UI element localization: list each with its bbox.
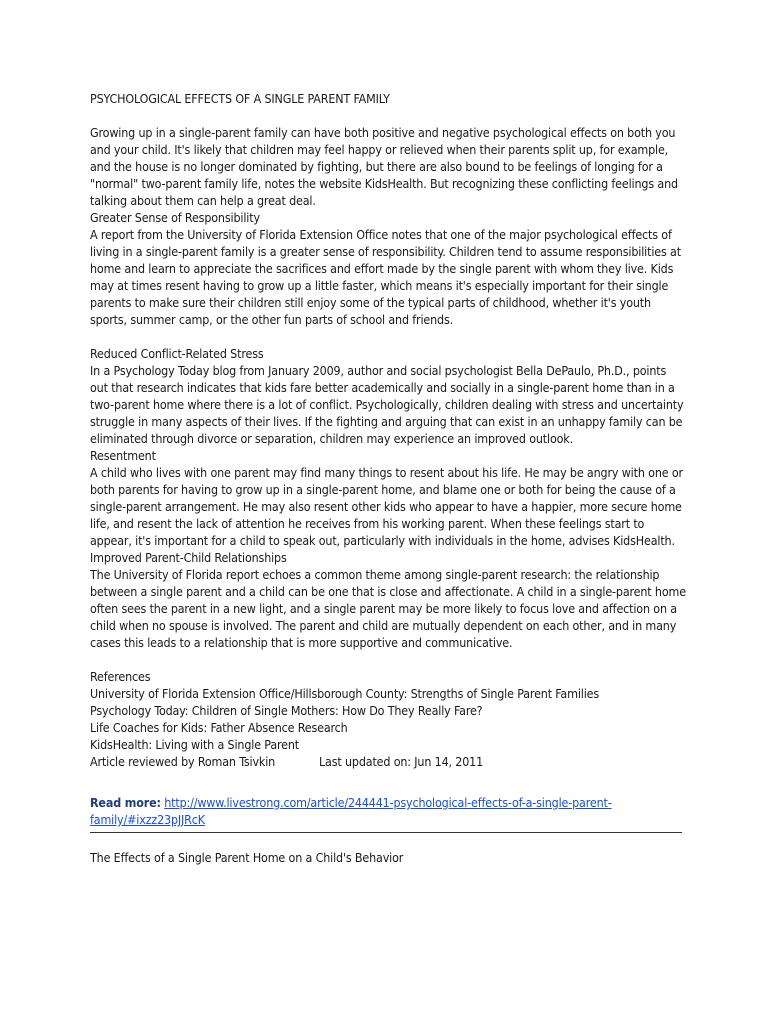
section-heading-relationships: Improved Parent-Child Relationships [90, 550, 287, 565]
reference-item: University of Florida Extension Office/Hillsborough County: Strengths of Single Parent Families [90, 686, 600, 701]
intro-paragraph: Growing up in a single-parent family can have both positive and negative psychological effects on both you and your child. It's likely that children may feel happy or relieved when their parents split up, for example, and the house is no longer dominated by fighting, but there are also bound to be feelings of longing for a "normal" two-parent family life, notes the website KidsHealth. But recognizing these conflicting feelings and talking about them can help a great deal. [90, 125, 678, 208]
reference-item: Psychology Today: Children of Single Mothers: How Do They Really Fare? [90, 703, 483, 718]
paragraph-gap [90, 651, 686, 668]
section-body-resentment: A child who lives with one parent may find many things to resent about his life. He may be angry with one or both parents for having to grow up in a single-parent home, and blame one or both for being the cause of a single-parent arrangement. He may also resent other kids who appear to have a happier, more secure home life, and resent the lack of attention he receives from his working parent. When these feelings start to appear, it's important for a child to speak out, particularly with individuals in the home, advises KidsHealth. [90, 465, 683, 548]
section-body-conflict-stress: In a Psychology Today blog from January 2009, author and social psychologist Bella DePaulo, Ph.D., points out that research indicates that kids fare better academically and socially in a single-parent home than in a two-parent home where there is a lot of conflict. Psychologically, children dealing with stress and uncertainty struggle in many aspects of their lives. If the fighting and arguing that can exist in an unhappy family can be eliminated through divorce or separation, children may experience an improved outlook. [90, 363, 684, 446]
section-heading-resentment: Resentment [90, 448, 156, 463]
read-more-label: Read more: [90, 795, 161, 810]
horizontal-divider [90, 832, 682, 833]
reference-item: KidsHealth: Living with a Single Parent [90, 737, 300, 752]
review-info-row [90, 753, 686, 770]
section-body-responsibility: A report from the University of Florida Extension Office notes that one of the major psychological effects of living in a single-parent family is a greater sense of responsibility. Children tend to assume responsibilities at home and learn to appreciate the sacrifices and effort made by the single parent with whom they live. Kids may at times resent having to grow up a little faster, which means it's especially important for their single parents to make sure their children still enjoy some of the typical parts of childhood, whether it's youth sports, summer camp, or the other fun parts of school and friends. [90, 227, 681, 327]
paragraph-gap [90, 328, 686, 345]
read-more-link[interactable]: http://www.livestrong.com/article/244441-psychological-effects-of-a-single-parent-family/#ixzz23pJJRcK [90, 795, 612, 827]
document-title: PSYCHOLOGICAL EFFECTS OF A SINGLE PARENT FAMILY [90, 91, 390, 106]
next-article-title: The Effects of a Single Parent Home on a Child's Behavior [90, 850, 404, 865]
last-updated: Last updated on: Jun 14, 2011 [319, 754, 484, 769]
reference-item: Life Coaches for Kids: Father Absence Research [90, 720, 348, 735]
section-body-relationships: The University of Florida report echoes a common theme among single-parent research: the relationship between a single parent and a child can be one that is close and affectionate. A child in a single-parent home often sees the parent in a new light, and a single parent may be more likely to focus love and affection on a child when no spouse is involved. The parent and child are mutually dependent on each other, and in many cases this leads to a relationship that is more supportive and communicative. [90, 567, 686, 650]
document-page [90, 90, 686, 866]
section-heading-responsibility: Greater Sense of Responsibility [90, 210, 260, 225]
reviewed-by: Article reviewed by Roman Tsivkin [90, 754, 276, 769]
section-heading-conflict-stress: Reduced Conflict-Related Stress [90, 346, 264, 361]
references-heading: References [90, 669, 151, 684]
references-block [90, 668, 686, 770]
read-more-block [90, 794, 686, 828]
